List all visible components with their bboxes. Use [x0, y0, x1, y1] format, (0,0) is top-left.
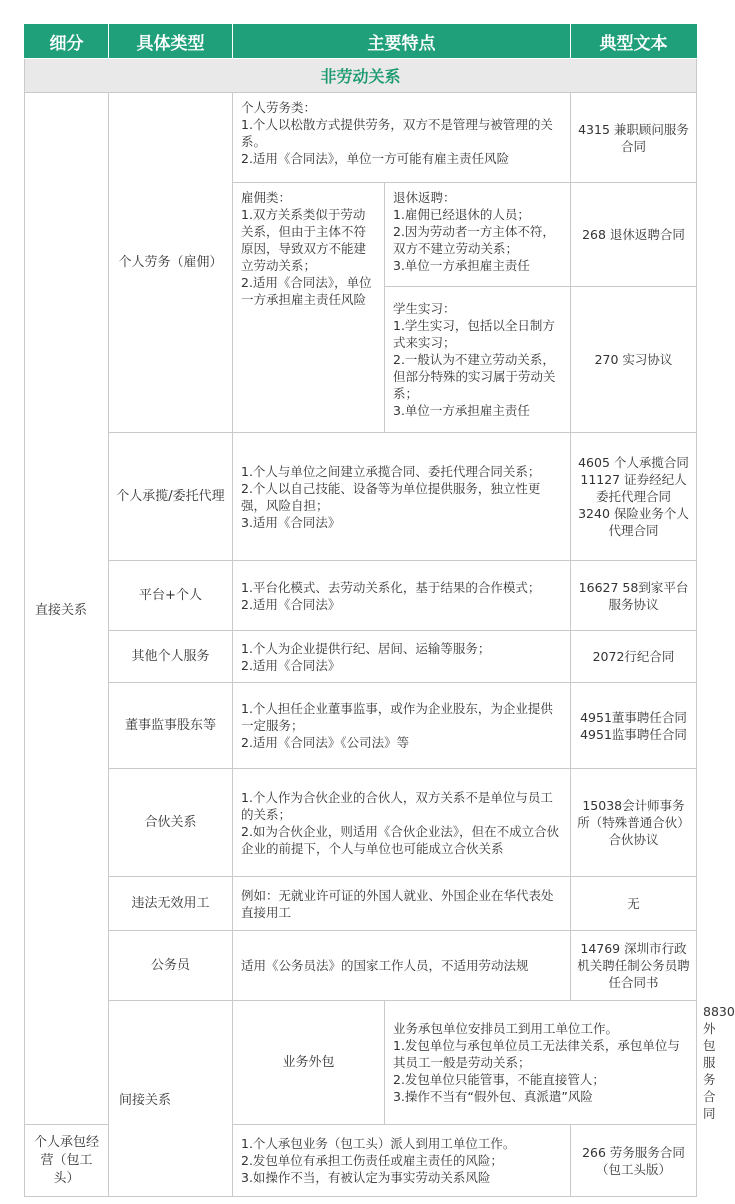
features-illegal: 例如：无就业许可证的外国人就业、外国企业在华代表处直接用工: [233, 877, 571, 931]
features-outsourcing: 业务承包单位安排员工到用工单位工作。 1.发包单位与承包单位员工无法律关系，承包单位与其员工一般是劳动关系； 2.发包单位只能管事，不能直接管人； 3.操作不当有“假外包、真派遣”风险: [385, 1001, 697, 1125]
category-direct: 直接关系: [25, 93, 109, 1125]
table-row: [25, 93, 697, 183]
type-outsourcing: 业务外包: [233, 1001, 385, 1125]
doc-illegal: 无: [571, 877, 697, 931]
features-contracting: 1.个人与单位之间建立承揽合同、委托代理合同关系； 2.个人以自己技能、设备等为单位提供服务，独立性更强，风险自担； 3.适用《合同法》: [233, 433, 571, 561]
table-row: 间接关系 业务外包 业务承包单位安排员工到用工单位工作。 1.发包单位与承包单位员工无法律关系，承包单位与其员工一般是劳动关系； 2.发包单位只能管事，不能直接管人； 3.操作不当有“假外包、真派遣”风险 8830 外包服务合同: [25, 1001, 697, 1125]
docs-contracting: 4605 个人承揽合同 11127 证券经纪人委托代理合同 3240 保险业务个人代理合同: [571, 433, 697, 561]
section-row: [25, 59, 697, 93]
type-platform: 平台+个人: [109, 561, 233, 631]
table-row: [25, 877, 697, 931]
type-labor-service: 个人劳务（雇佣）: [109, 93, 233, 433]
category-indirect: 间接关系: [109, 1001, 233, 1197]
doc-personal-labor: 4315 兼职顾问服务合同: [571, 93, 697, 183]
section-title: 非劳动关系: [25, 59, 697, 93]
table-row: [25, 631, 697, 683]
table-row: [25, 683, 697, 769]
header-subdivision: 细分: [25, 25, 109, 59]
doc-retiree: 268 退休返聘合同: [571, 183, 697, 287]
type-illegal: 违法无效用工: [109, 877, 233, 931]
header-typical-text: 典型文本: [571, 25, 697, 59]
docs-director: 4951董事聘任合同 4951监事聘任合同: [571, 683, 697, 769]
type-civil-servant: 公务员: [109, 931, 233, 1001]
features-director: 1.个人担任企业董事监事，或作为企业股东，为企业提供一定服务； 2.适用《合同法》《公司法》等: [233, 683, 571, 769]
type-contractor: 个人承包经营（包工头）: [25, 1125, 109, 1197]
type-partnership: 合伙关系: [109, 769, 233, 877]
table-row: [25, 931, 697, 1001]
type-contracting: 个人承揽/委托代理: [109, 433, 233, 561]
doc-platform: 16627 58到家平台服务协议: [571, 561, 697, 631]
features-partnership: 1.个人作为合伙企业的合伙人，双方关系不是单位与员工的关系； 2.如为合伙企业，则适用《合伙企业法》，但在不成立合伙企业的前提下，个人与单位也可能成立合伙关系: [233, 769, 571, 877]
table-row: [25, 561, 697, 631]
features-platform: 1.平台化模式、去劳动关系化，基于结果的合作模式； 2.适用《合同法》: [233, 561, 571, 631]
features-civil-servant: 适用《公务员法》的国家工作人员，不适用劳动法规: [233, 931, 571, 1001]
features-personal-labor: 个人劳务类： 1.个人以松散方式提供劳务，双方不是管理与被管理的关系。 2.适用《合同法》，单位一方可能有雇主责任风险: [233, 93, 571, 183]
type-director: 董事监事股东等: [109, 683, 233, 769]
table-row: [25, 769, 697, 877]
features-other-service: 1.个人为企业提供行纪、居间、运输等服务； 2.适用《合同法》: [233, 631, 571, 683]
table-row: [25, 433, 697, 561]
features-employment: 雇佣类： 1.双方关系类似于劳动关系，但由于主体不符原因，导致双方不能建立劳动关系； 2.适用《合同法》，单位一方承担雇主责任风险: [233, 183, 385, 433]
doc-intern: 270 实习协议: [571, 287, 697, 433]
doc-civil-servant: 14769 深圳市行政机关聘任制公务员聘任合同书: [571, 931, 697, 1001]
features-intern: 学生实习： 1.学生实习，包括以全日制方式来实习； 2.一般认为不建立劳动关系，但部分特殊的实习属于劳动关系； 3.单位一方承担雇主责任: [385, 287, 571, 433]
header-type: 具体类型: [109, 25, 233, 59]
header-features: 主要特点: [233, 25, 571, 59]
header-row: [25, 25, 697, 59]
doc-partnership: 15038会计师事务所（特殊普通合伙）合伙协议: [571, 769, 697, 877]
features-retiree: 退休返聘： 1.雇佣已经退休的人员； 2.因为劳动者一方主体不符，双方不建立劳动关系； 3.单位一方承担雇主责任: [385, 183, 571, 287]
non-labor-relations-table: [24, 24, 735, 1197]
doc-contractor: 266 劳务服务合同（包工头版）: [571, 1125, 697, 1197]
features-contractor: 1.个人承包业务（包工头）派人到用工单位工作。 2.发包单位有承担工伤责任或雇主责任的风险； 3.如操作不当，有被认定为事实劳动关系风险: [233, 1125, 571, 1197]
type-other-service: 其他个人服务: [109, 631, 233, 683]
doc-other-service: 2072行纪合同: [571, 631, 697, 683]
